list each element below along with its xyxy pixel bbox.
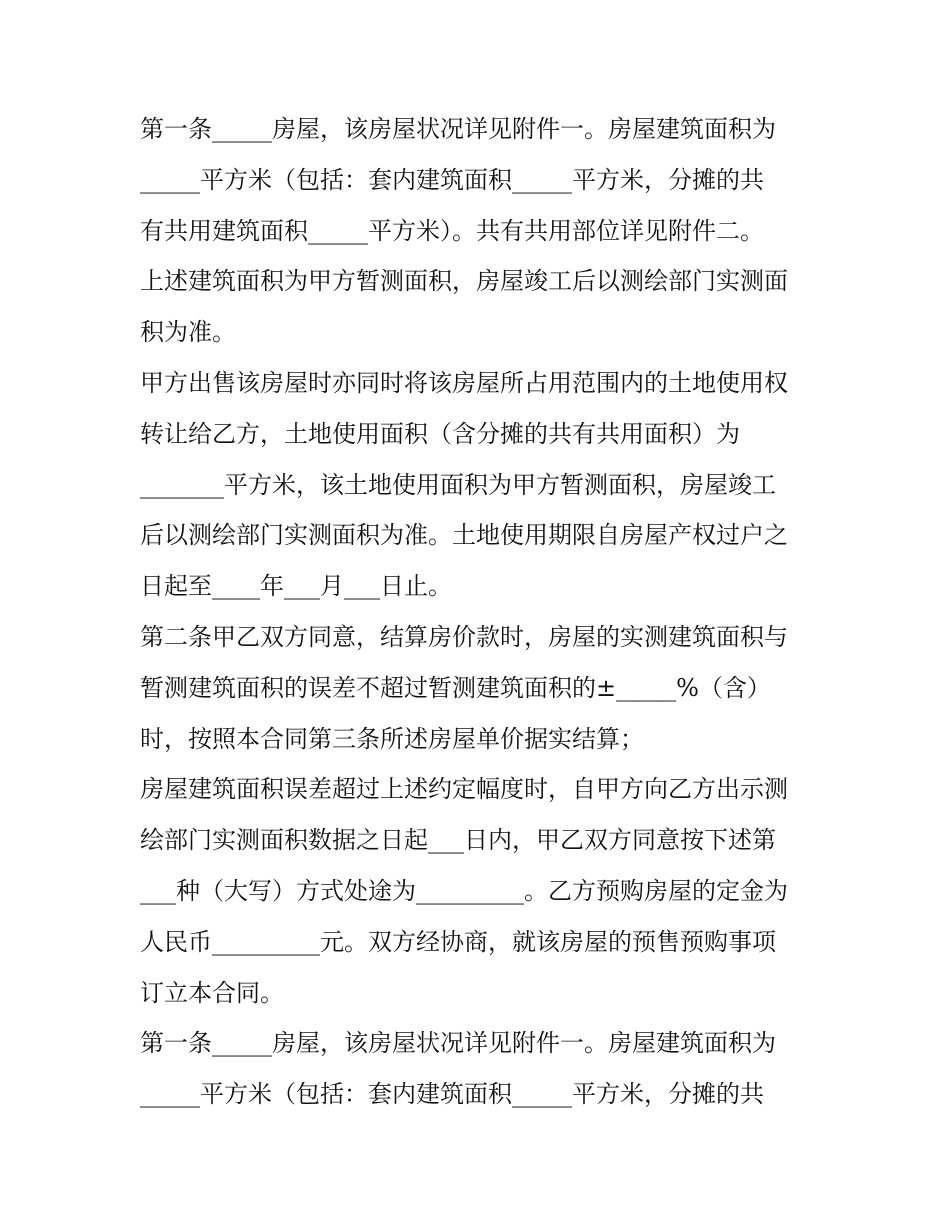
text-line: 日起至____年___月___日止。 <box>140 572 452 601</box>
text-line: 第一条_____房屋，该房屋状况详见附件一。房屋建筑面积为 <box>140 1029 776 1058</box>
text-line: 后以测绘部门实测面积为准。土地使用期限自房屋产权过户之 <box>140 521 788 550</box>
text-line: 订立本合同。 <box>140 978 284 1007</box>
text-line: 转让给乙方，土地使用面积（含分摊的共有共用面积）为 <box>140 419 740 448</box>
text-line: 上述建筑面积为甲方暂测面积，房屋竣工后以测绘部门实测面 <box>140 267 788 296</box>
text-line: 时，按照本合同第三条所述房屋单价据实结算； <box>140 724 644 753</box>
text-line: _____平方米（包括：套内建筑面积_____平方米，分摊的共 <box>140 165 764 194</box>
text-line: _____平方米（包括：套内建筑面积_____平方米，分摊的共 <box>140 1080 764 1109</box>
text-line: _______平方米，该土地使用面积为甲方暂测面积，房屋竣工 <box>140 470 776 499</box>
text-line: 积为准。 <box>140 318 236 347</box>
text-line: 暂测建筑面积的误差不超过暂测建筑面积的±_____%（含） <box>140 673 771 702</box>
text-line: 甲方出售该房屋时亦同时将该房屋所占用范围内的土地使用权 <box>140 368 788 397</box>
contract-text <box>140 104 820 1120</box>
text-line: 人民币_________元。双方经协商，就该房屋的预售预购事项 <box>140 927 776 956</box>
text-line: 房屋建筑面积误差超过上述约定幅度时，自甲方向乙方出示测 <box>140 775 788 804</box>
text-line: 第二条甲乙双方同意，结算房价款时，房屋的实测建筑面积与 <box>140 622 788 651</box>
text-line: ___种（大写）方式处途为_________。乙方预购房屋的定金为 <box>140 876 788 905</box>
text-line: 第一条_____房屋，该房屋状况详见附件一。房屋建筑面积为 <box>140 115 776 143</box>
text-line: 有共用建筑面积_____平方米）。共有共用部位详见附件二。 <box>140 216 764 245</box>
text-line: 绘部门实测面积数据之日起___日内，甲乙双方同意按下述第 <box>140 826 776 855</box>
